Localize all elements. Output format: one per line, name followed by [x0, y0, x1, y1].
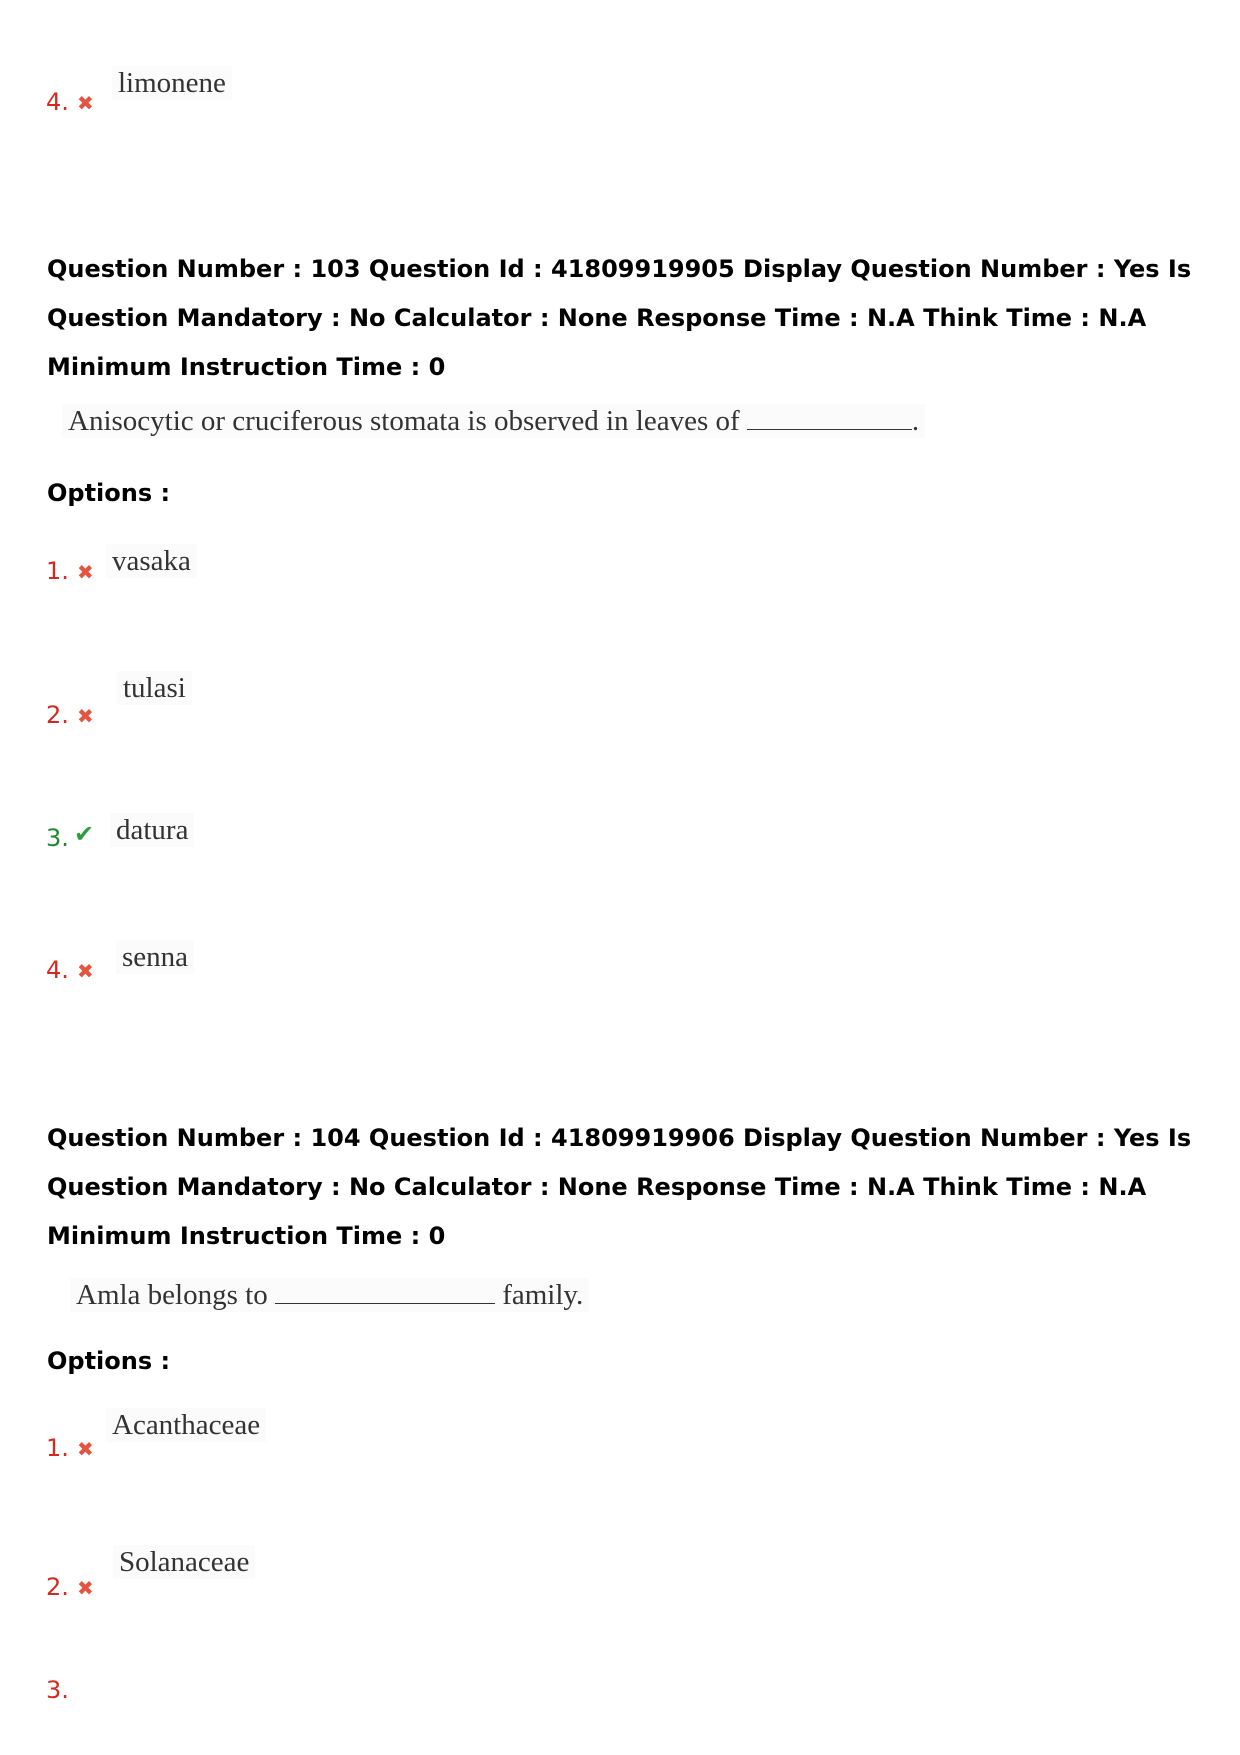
answer-blank: [747, 405, 912, 430]
cross-icon: ✖: [77, 959, 94, 983]
prev-option-4-number: 4.: [46, 88, 69, 116]
question-104-text: [70, 1278, 589, 1312]
answer-blank: [275, 1279, 495, 1304]
cross-icon: ✖: [77, 704, 94, 728]
q103-option-4-number: 4.: [46, 956, 69, 984]
cross-icon: ✖: [77, 560, 94, 584]
options-label: Options :: [47, 479, 171, 507]
question-103-meta: Question Number : 103 Question Id : 41809919905 Display Question Number : Yes Is Question Mandatory : No Calculator : None Response Time : N.A Think Time : N.A Minimum Instruction Time : 0: [47, 255, 1192, 381]
check-icon: ✔: [74, 820, 95, 848]
cross-icon: ✖: [77, 1437, 94, 1461]
q104-option-2-number: 2.: [46, 1573, 69, 1601]
question-104-meta: Question Number : 104 Question Id : 41809919906 Display Question Number : Yes Is Question Mandatory : No Calculator : None Response Time : N.A Think Time : N.A Minimum Instruction Time : 0: [47, 1124, 1192, 1250]
cross-icon: ✖: [77, 1576, 94, 1600]
q103-option-1-number: 1.: [46, 557, 69, 585]
q104-option-1-text: Acanthaceae: [106, 1408, 266, 1442]
q104-option-3-number: 3.: [46, 1676, 69, 1704]
cross-icon: ✖: [77, 91, 94, 115]
q103-option-2-number: 2.: [46, 701, 69, 729]
prev-option-4-text: limonene: [112, 66, 232, 100]
q103-option-4-text: senna: [116, 940, 194, 974]
question-103-text-after: .: [911, 405, 920, 437]
question-104-text-after: family.: [502, 1279, 584, 1311]
q103-option-3-text: datura: [110, 813, 194, 847]
question-103-text: [62, 404, 925, 438]
options-label: Options :: [47, 1347, 171, 1375]
q103-option-1-text: vasaka: [106, 544, 197, 578]
q103-option-3-number: 3.: [46, 824, 69, 852]
q104-option-1-number: 1.: [46, 1434, 69, 1462]
question-103-text-before: Anisocytic or cruciferous stomata is observed in leaves of: [68, 405, 740, 437]
q104-option-2-text: Solanaceae: [113, 1545, 255, 1579]
question-104-text-before: Amla belongs to: [76, 1279, 268, 1311]
q103-option-2-text: tulasi: [117, 671, 192, 705]
